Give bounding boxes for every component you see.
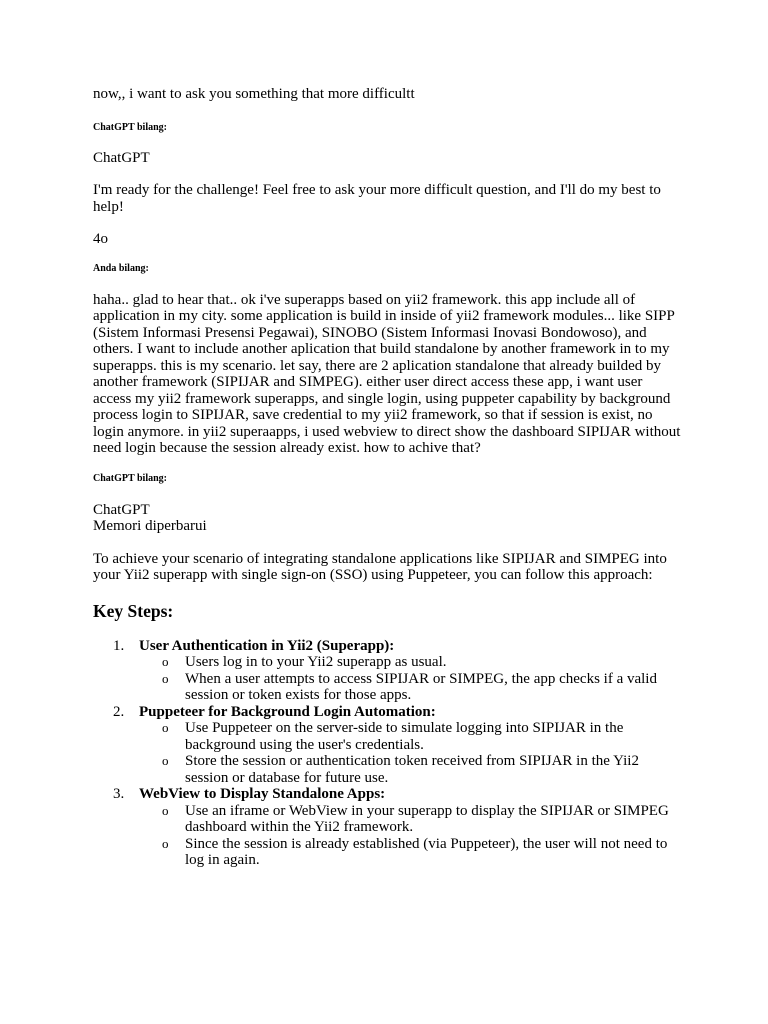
step-title: Puppeteer for Background Login Automation: — [139, 703, 436, 720]
sub-item-text: Users log in to your Yii2 superapp as usual. — [185, 654, 447, 670]
step-item-3 — [93, 786, 683, 869]
step-number: 2. — [113, 703, 125, 720]
model-tag: 4o — [93, 231, 108, 247]
sub-list — [139, 720, 683, 786]
sub-list — [139, 654, 683, 704]
bullet-icon: o — [162, 654, 169, 669]
step-item-2 — [93, 704, 683, 787]
sub-item — [139, 836, 683, 869]
step-title: User Authentication in Yii2 (Superapp): — [139, 637, 395, 654]
bullet-icon: o — [162, 720, 169, 735]
sub-item-text: When a user attempts to access SIPIJAR or SIMPEG, the app checks if a valid session or token exists for those apps. — [185, 670, 657, 703]
speaker-label-chatgpt-2: ChatGPT bilang: — [93, 472, 167, 484]
sub-item — [139, 720, 683, 753]
assistant-reply-2-intro: To achieve your scenario of integrating standalone applications like SIPIJAR and SIMPEG into your Yii2 superapp with single sign-on (SSO) using Puppeteer, you can follow this approach: — [93, 550, 667, 583]
assistant-reply-1: I'm ready for the challenge! Feel free to ask your more difficult question, and I'll do my best to help! — [93, 182, 661, 215]
speaker-label-user: Anda bilang: — [93, 262, 149, 274]
bullet-icon: o — [162, 670, 169, 686]
sub-item-text: Use an iframe or WebView in your superapp to display the SIPIJAR or SIMPEG dashboard within the Yii2 framework. — [185, 802, 669, 835]
sub-list — [139, 803, 683, 869]
step-number: 3. — [113, 786, 125, 802]
section-heading: Key Steps: — [93, 600, 174, 621]
document-page — [93, 86, 683, 869]
assistant-name: ChatGPT — [93, 149, 150, 166]
memory-updated-note: Memori diperbarui — [93, 518, 207, 534]
bullet-icon: o — [162, 753, 169, 768]
sub-item — [139, 654, 683, 671]
speaker-label-chatgpt: ChatGPT bilang: — [93, 121, 167, 133]
sub-item-text: Since the session is already established (via Puppeteer), the user will not need to log in again. — [185, 835, 668, 868]
assistant-name-2: ChatGPT — [93, 501, 150, 518]
sub-item-text: Store the session or authentication token received from SIPIJAR in the Yii2 session or database for future use. — [185, 753, 639, 786]
step-number: 1. — [113, 637, 125, 654]
bullet-icon: o — [162, 802, 169, 818]
steps-list — [93, 638, 683, 869]
sub-item-text: Use Puppeteer on the server-side to simulate logging into SIPIJAR in the background using the user's credentials. — [185, 720, 624, 753]
user-message-1: now,, i want to ask you something that more difficultt — [93, 86, 415, 102]
sub-item — [139, 671, 683, 704]
step-item-1 — [93, 638, 683, 704]
user-message-2: haha.. glad to hear that.. ok i've superapps based on yii2 framework. this app include all of application in my city. some application is build in inside of yii2 framework modules... like SIPP (Sistem Informasi Presensi Pegawai), SINOBO (Sistem Informasi Inovasi Bondowoso), and others. I want to include another aplication that build standalone by another framework in to my superapps. this is my scenario. let say, there are 2 aplication standalone that already builded by another framework (SIPIJAR and SIMPEG). either user direct access these app, i want user access my yii2 framework superapps, and single login, using puppeter capability by background process login to SIPIJAR, save credential to my yii2 framework, so that if session is exist, no login anymore. in yii2 superaapps, i used webview to direct show the dashboard SIPIJAR without need login because the session already exist. how to achive that? — [93, 291, 681, 456]
sub-item — [139, 753, 683, 786]
sub-item — [139, 803, 683, 836]
bullet-icon: o — [162, 835, 169, 851]
step-title: WebView to Display Standalone Apps: — [139, 786, 386, 802]
